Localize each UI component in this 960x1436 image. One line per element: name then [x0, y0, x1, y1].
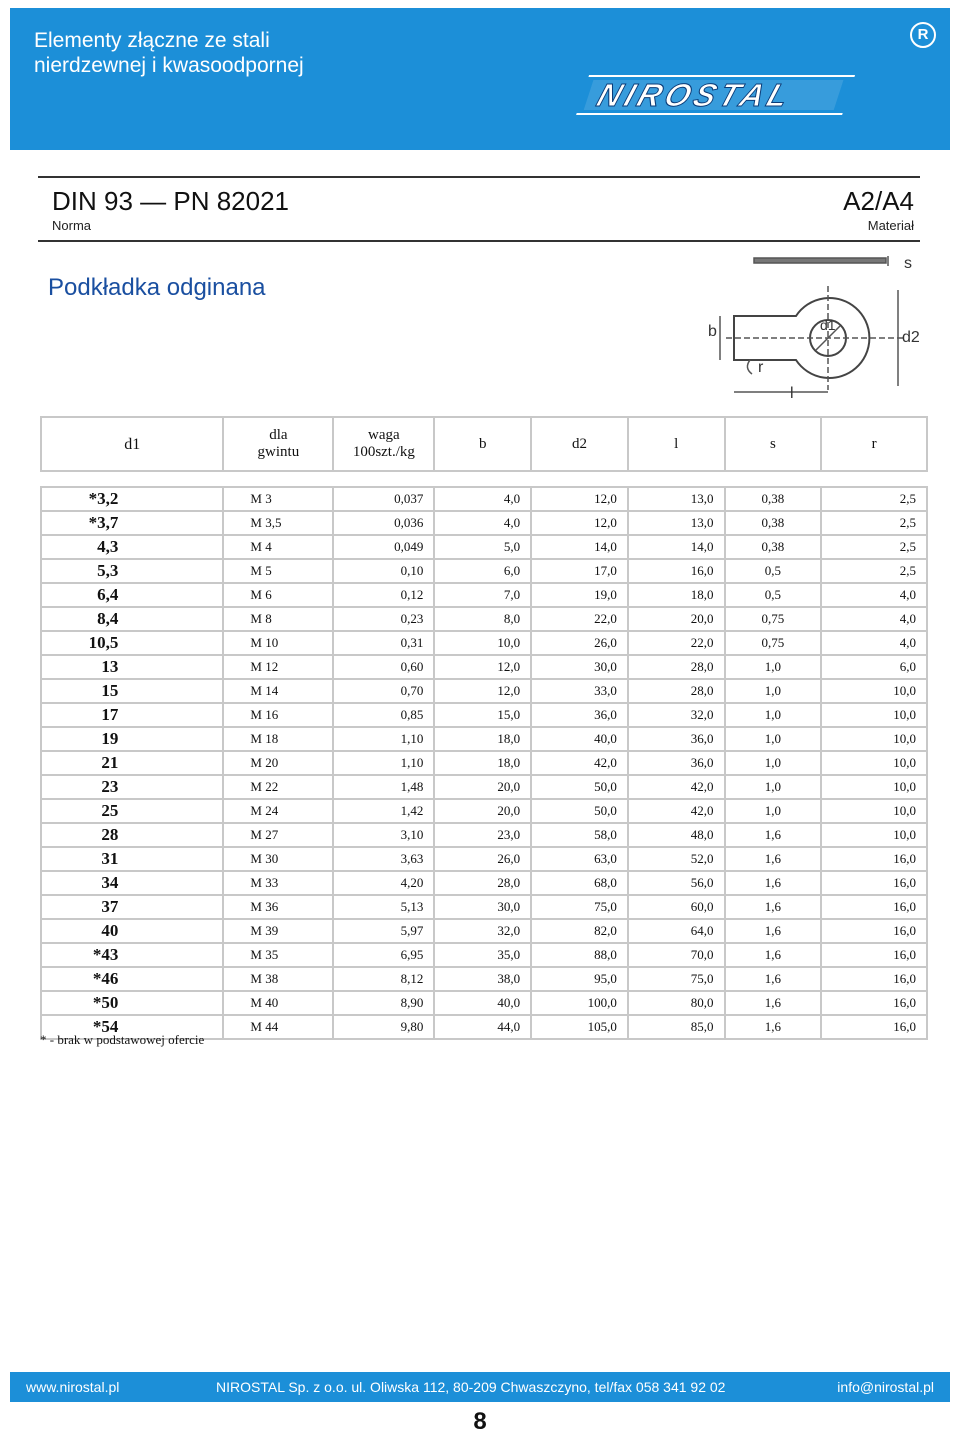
cell-s: 0,75	[724, 608, 821, 632]
cell-r: 10,0	[820, 824, 928, 848]
cell-r: 16,0	[820, 944, 928, 968]
cell-l: 14,0	[627, 536, 724, 560]
table-row	[40, 486, 928, 512]
table-row	[40, 824, 928, 848]
cell-d1: *50	[40, 992, 222, 1016]
header-s: s	[724, 416, 821, 472]
cell-l: 28,0	[627, 656, 724, 680]
table-row	[40, 632, 928, 656]
cell-weight: 0,70	[332, 680, 433, 704]
cell-thread: M 39	[222, 920, 332, 944]
cell-b: 26,0	[433, 848, 530, 872]
cell-l: 70,0	[627, 944, 724, 968]
cell-weight: 0,10	[332, 560, 433, 584]
cell-d1: 15	[40, 680, 222, 704]
cell-s: 0,75	[724, 632, 821, 656]
cell-s: 1,6	[724, 896, 821, 920]
cell-l: 18,0	[627, 584, 724, 608]
cell-weight: 6,95	[332, 944, 433, 968]
header-weight-line1: waga	[368, 427, 400, 443]
cell-r: 10,0	[820, 728, 928, 752]
cell-d1: *54	[40, 1016, 222, 1040]
cell-s: 1,0	[724, 680, 821, 704]
table-row	[40, 728, 928, 752]
header-thread	[222, 416, 332, 472]
table-row	[40, 656, 928, 680]
cell-d1: 21	[40, 752, 222, 776]
cell-r: 16,0	[820, 920, 928, 944]
cell-thread: M 3	[222, 486, 332, 512]
cell-thread: M 3,5	[222, 512, 332, 536]
cell-thread: M 36	[222, 896, 332, 920]
cell-d2: 36,0	[530, 704, 627, 728]
header-weight-line2: 100szt./kg	[352, 444, 415, 460]
cell-l: 32,0	[627, 704, 724, 728]
footer-website-link[interactable]: www.nirostal.pl	[26, 1379, 120, 1395]
cell-d1: 25	[40, 800, 222, 824]
cell-weight: 1,42	[332, 800, 433, 824]
cell-thread: M 22	[222, 776, 332, 800]
cell-thread: M 4	[222, 536, 332, 560]
cell-d1: 5,3	[40, 560, 222, 584]
cell-b: 4,0	[433, 512, 530, 536]
cell-d2: 17,0	[530, 560, 627, 584]
cell-d2: 50,0	[530, 776, 627, 800]
cell-r: 16,0	[820, 872, 928, 896]
cell-r: 16,0	[820, 848, 928, 872]
cell-b: 7,0	[433, 584, 530, 608]
cell-s: 1,6	[724, 872, 821, 896]
table-header-row	[40, 416, 928, 472]
cell-r: 10,0	[820, 704, 928, 728]
dimensions-table	[40, 416, 928, 1040]
cell-l: 20,0	[627, 608, 724, 632]
cell-s: 1,6	[724, 920, 821, 944]
cell-thread: M 5	[222, 560, 332, 584]
cell-l: 42,0	[627, 800, 724, 824]
cell-d2: 50,0	[530, 800, 627, 824]
cell-s: 0,38	[724, 486, 821, 512]
cell-weight: 1,10	[332, 728, 433, 752]
cell-l: 80,0	[627, 992, 724, 1016]
cell-thread: M 40	[222, 992, 332, 1016]
cell-s: 1,6	[724, 848, 821, 872]
cell-weight: 0,12	[332, 584, 433, 608]
header-weight	[332, 416, 433, 472]
cell-s: 0,38	[724, 536, 821, 560]
cell-r: 16,0	[820, 1016, 928, 1040]
cell-s: 1,0	[724, 656, 821, 680]
cell-r: 6,0	[820, 656, 928, 680]
cell-weight: 4,20	[332, 872, 433, 896]
cell-thread: M 20	[222, 752, 332, 776]
label-l: l	[790, 385, 794, 400]
cell-weight: 0,037	[332, 486, 433, 512]
cell-b: 18,0	[433, 752, 530, 776]
cell-b: 10,0	[433, 632, 530, 656]
cell-weight: 3,63	[332, 848, 433, 872]
cell-s: 0,5	[724, 584, 821, 608]
table-row	[40, 560, 928, 584]
table-row	[40, 992, 928, 1016]
cell-b: 28,0	[433, 872, 530, 896]
cell-weight: 0,049	[332, 536, 433, 560]
table-body	[40, 486, 928, 1040]
cell-l: 60,0	[627, 896, 724, 920]
cell-l: 36,0	[627, 728, 724, 752]
header-thread-line2: gwintu	[257, 444, 300, 460]
cell-thread: M 14	[222, 680, 332, 704]
dimensions-table-wrap	[40, 416, 928, 1040]
cell-d2: 105,0	[530, 1016, 627, 1040]
side-view-bar	[754, 258, 886, 263]
spacer-row	[40, 472, 928, 486]
cell-b: 6,0	[433, 560, 530, 584]
cell-r: 10,0	[820, 776, 928, 800]
header-d1: d1	[40, 416, 222, 472]
cell-l: 13,0	[627, 512, 724, 536]
cell-d2: 82,0	[530, 920, 627, 944]
table-row	[40, 800, 928, 824]
cell-s: 1,6	[724, 968, 821, 992]
cell-weight: 3,10	[332, 824, 433, 848]
cell-l: 16,0	[627, 560, 724, 584]
label-d2: d2	[902, 329, 920, 346]
cell-s: 1,0	[724, 800, 821, 824]
cell-d2: 63,0	[530, 848, 627, 872]
cell-d1: 40	[40, 920, 222, 944]
cell-b: 4,0	[433, 486, 530, 512]
table-row	[40, 848, 928, 872]
header-title-line2: nierdzewnej i kwasoodpornej	[34, 54, 304, 77]
cell-b: 30,0	[433, 896, 530, 920]
cell-b: 20,0	[433, 776, 530, 800]
cell-thread: M 18	[222, 728, 332, 752]
cell-l: 13,0	[627, 486, 724, 512]
cell-b: 8,0	[433, 608, 530, 632]
cell-b: 38,0	[433, 968, 530, 992]
cell-d2: 68,0	[530, 872, 627, 896]
cell-s: 1,6	[724, 824, 821, 848]
cell-thread: M 35	[222, 944, 332, 968]
cell-weight: 0,60	[332, 656, 433, 680]
cell-b: 35,0	[433, 944, 530, 968]
header-thread-line1: dla	[269, 427, 288, 443]
header-title-line1: Elementy złączne ze stali	[34, 29, 270, 52]
cell-thread: M 24	[222, 800, 332, 824]
cell-b: 20,0	[433, 800, 530, 824]
cell-b: 23,0	[433, 824, 530, 848]
table-row	[40, 776, 928, 800]
material-label: Materiał	[867, 218, 914, 233]
material-code: A2/A4	[843, 186, 914, 216]
cell-d2: 12,0	[530, 486, 627, 512]
cell-thread: M 10	[222, 632, 332, 656]
footer-address: NIROSTAL Sp. z o.o. ul. Oliwska 112, 80-209 Chwaszczyno, tel/fax 058 341 92 02	[216, 1379, 726, 1395]
table-row	[40, 920, 928, 944]
cell-r: 2,5	[820, 512, 928, 536]
norm-code: DIN 93 — PN 82021	[52, 186, 290, 216]
cell-d2: 75,0	[530, 896, 627, 920]
label-s: s	[904, 255, 912, 272]
header-l: l	[627, 416, 724, 472]
table-header	[40, 416, 928, 472]
cell-d2: 22,0	[530, 608, 627, 632]
table-row	[40, 512, 928, 536]
cell-d2: 14,0	[530, 536, 627, 560]
cell-l: 85,0	[627, 1016, 724, 1040]
table-row	[40, 680, 928, 704]
cell-d1: *3,7	[40, 512, 222, 536]
cell-weight: 0,85	[332, 704, 433, 728]
cell-r: 2,5	[820, 560, 928, 584]
cell-r: 10,0	[820, 800, 928, 824]
cell-thread: M 16	[222, 704, 332, 728]
cell-d1: 34	[40, 872, 222, 896]
cell-thread: M 44	[222, 1016, 332, 1040]
cell-s: 1,0	[724, 776, 821, 800]
registered-mark-icon: R	[910, 22, 936, 48]
cell-l: 36,0	[627, 752, 724, 776]
cell-b: 18,0	[433, 728, 530, 752]
table-row	[40, 896, 928, 920]
footnote: * - brak w podstawowej ofercie	[40, 1032, 205, 1047]
cell-s: 1,0	[724, 752, 821, 776]
cell-weight: 0,31	[332, 632, 433, 656]
cell-d1: 13	[40, 656, 222, 680]
table-row	[40, 584, 928, 608]
cell-weight: 8,90	[332, 992, 433, 1016]
header-spacer	[40, 472, 928, 486]
page-footer	[10, 1372, 950, 1402]
cell-s: 1,6	[724, 1016, 821, 1040]
cell-b: 15,0	[433, 704, 530, 728]
spacer-cell	[40, 472, 928, 486]
cell-r: 10,0	[820, 680, 928, 704]
cell-d2: 88,0	[530, 944, 627, 968]
page-header	[10, 8, 950, 150]
cell-d2: 33,0	[530, 680, 627, 704]
norm-label: Norma	[52, 218, 92, 233]
norm-material-box	[38, 176, 920, 242]
cell-l: 42,0	[627, 776, 724, 800]
cell-d2: 58,0	[530, 824, 627, 848]
cell-s: 1,0	[724, 704, 821, 728]
cell-l: 48,0	[627, 824, 724, 848]
cell-weight: 0,036	[332, 512, 433, 536]
product-title: Podkładka odginana	[48, 274, 266, 301]
cell-d2: 40,0	[530, 728, 627, 752]
cell-l: 75,0	[627, 968, 724, 992]
table-row	[40, 704, 928, 728]
washer-technical-drawing	[706, 250, 924, 400]
cell-weight: 5,13	[332, 896, 433, 920]
cell-thread: M 12	[222, 656, 332, 680]
cell-l: 56,0	[627, 872, 724, 896]
cell-d1: 17	[40, 704, 222, 728]
cell-r: 16,0	[820, 896, 928, 920]
cell-r: 2,5	[820, 486, 928, 512]
cell-b: 12,0	[433, 656, 530, 680]
label-d1: d1	[820, 317, 836, 333]
cell-s: 0,38	[724, 512, 821, 536]
cell-d1: *46	[40, 968, 222, 992]
table-row	[40, 536, 928, 560]
cell-s: 1,0	[724, 728, 821, 752]
cell-l: 64,0	[627, 920, 724, 944]
cell-thread: M 8	[222, 608, 332, 632]
cell-weight: 9,80	[332, 1016, 433, 1040]
cell-thread: M 6	[222, 584, 332, 608]
table-row	[40, 608, 928, 632]
cell-l: 28,0	[627, 680, 724, 704]
cell-s: 1,6	[724, 992, 821, 1016]
table-row	[40, 752, 928, 776]
r-arc	[747, 360, 752, 374]
cell-r: 16,0	[820, 992, 928, 1016]
footer-email-link[interactable]: info@nirostal.pl	[837, 1379, 934, 1395]
cell-thread: M 30	[222, 848, 332, 872]
cell-l: 52,0	[627, 848, 724, 872]
table-row	[40, 872, 928, 896]
cell-thread: M 27	[222, 824, 332, 848]
cell-d2: 42,0	[530, 752, 627, 776]
cell-r: 2,5	[820, 536, 928, 560]
cell-s: 0,5	[724, 560, 821, 584]
header-r: r	[820, 416, 928, 472]
logo-text: NIROSTAL	[592, 76, 798, 113]
header-d2: d2	[530, 416, 627, 472]
cell-b: 40,0	[433, 992, 530, 1016]
header-title	[34, 28, 304, 78]
cell-r: 10,0	[820, 752, 928, 776]
table-row	[40, 944, 928, 968]
cell-b: 44,0	[433, 1016, 530, 1040]
cell-d2: 95,0	[530, 968, 627, 992]
cell-r: 4,0	[820, 584, 928, 608]
cell-weight: 1,48	[332, 776, 433, 800]
table-row	[40, 968, 928, 992]
cell-b: 32,0	[433, 920, 530, 944]
cell-d1: 28	[40, 824, 222, 848]
cell-r: 16,0	[820, 968, 928, 992]
cell-d2: 26,0	[530, 632, 627, 656]
header-b: b	[433, 416, 530, 472]
cell-l: 22,0	[627, 632, 724, 656]
cell-r: 4,0	[820, 632, 928, 656]
cell-r: 4,0	[820, 608, 928, 632]
cell-d1: 8,4	[40, 608, 222, 632]
nirostal-logo	[568, 66, 868, 122]
cell-d2: 30,0	[530, 656, 627, 680]
cell-d2: 19,0	[530, 584, 627, 608]
cell-b: 5,0	[433, 536, 530, 560]
cell-d1: *3,2	[40, 486, 222, 512]
label-b: b	[708, 323, 717, 340]
cell-d1: 10,5	[40, 632, 222, 656]
cell-d1: 31	[40, 848, 222, 872]
cell-d2: 12,0	[530, 512, 627, 536]
cell-b: 12,0	[433, 680, 530, 704]
cell-d1: 23	[40, 776, 222, 800]
cell-thread: M 33	[222, 872, 332, 896]
label-r: r	[758, 359, 764, 376]
cell-d1: 37	[40, 896, 222, 920]
cell-d1: 19	[40, 728, 222, 752]
cell-d1: *43	[40, 944, 222, 968]
cell-s: 1,6	[724, 944, 821, 968]
cell-weight: 1,10	[332, 752, 433, 776]
cell-d1: 6,4	[40, 584, 222, 608]
cell-thread: M 38	[222, 968, 332, 992]
cell-d1: 4,3	[40, 536, 222, 560]
cell-weight: 8,12	[332, 968, 433, 992]
cell-weight: 5,97	[332, 920, 433, 944]
page-number: 8	[473, 1408, 487, 1435]
cell-weight: 0,23	[332, 608, 433, 632]
cell-d2: 100,0	[530, 992, 627, 1016]
